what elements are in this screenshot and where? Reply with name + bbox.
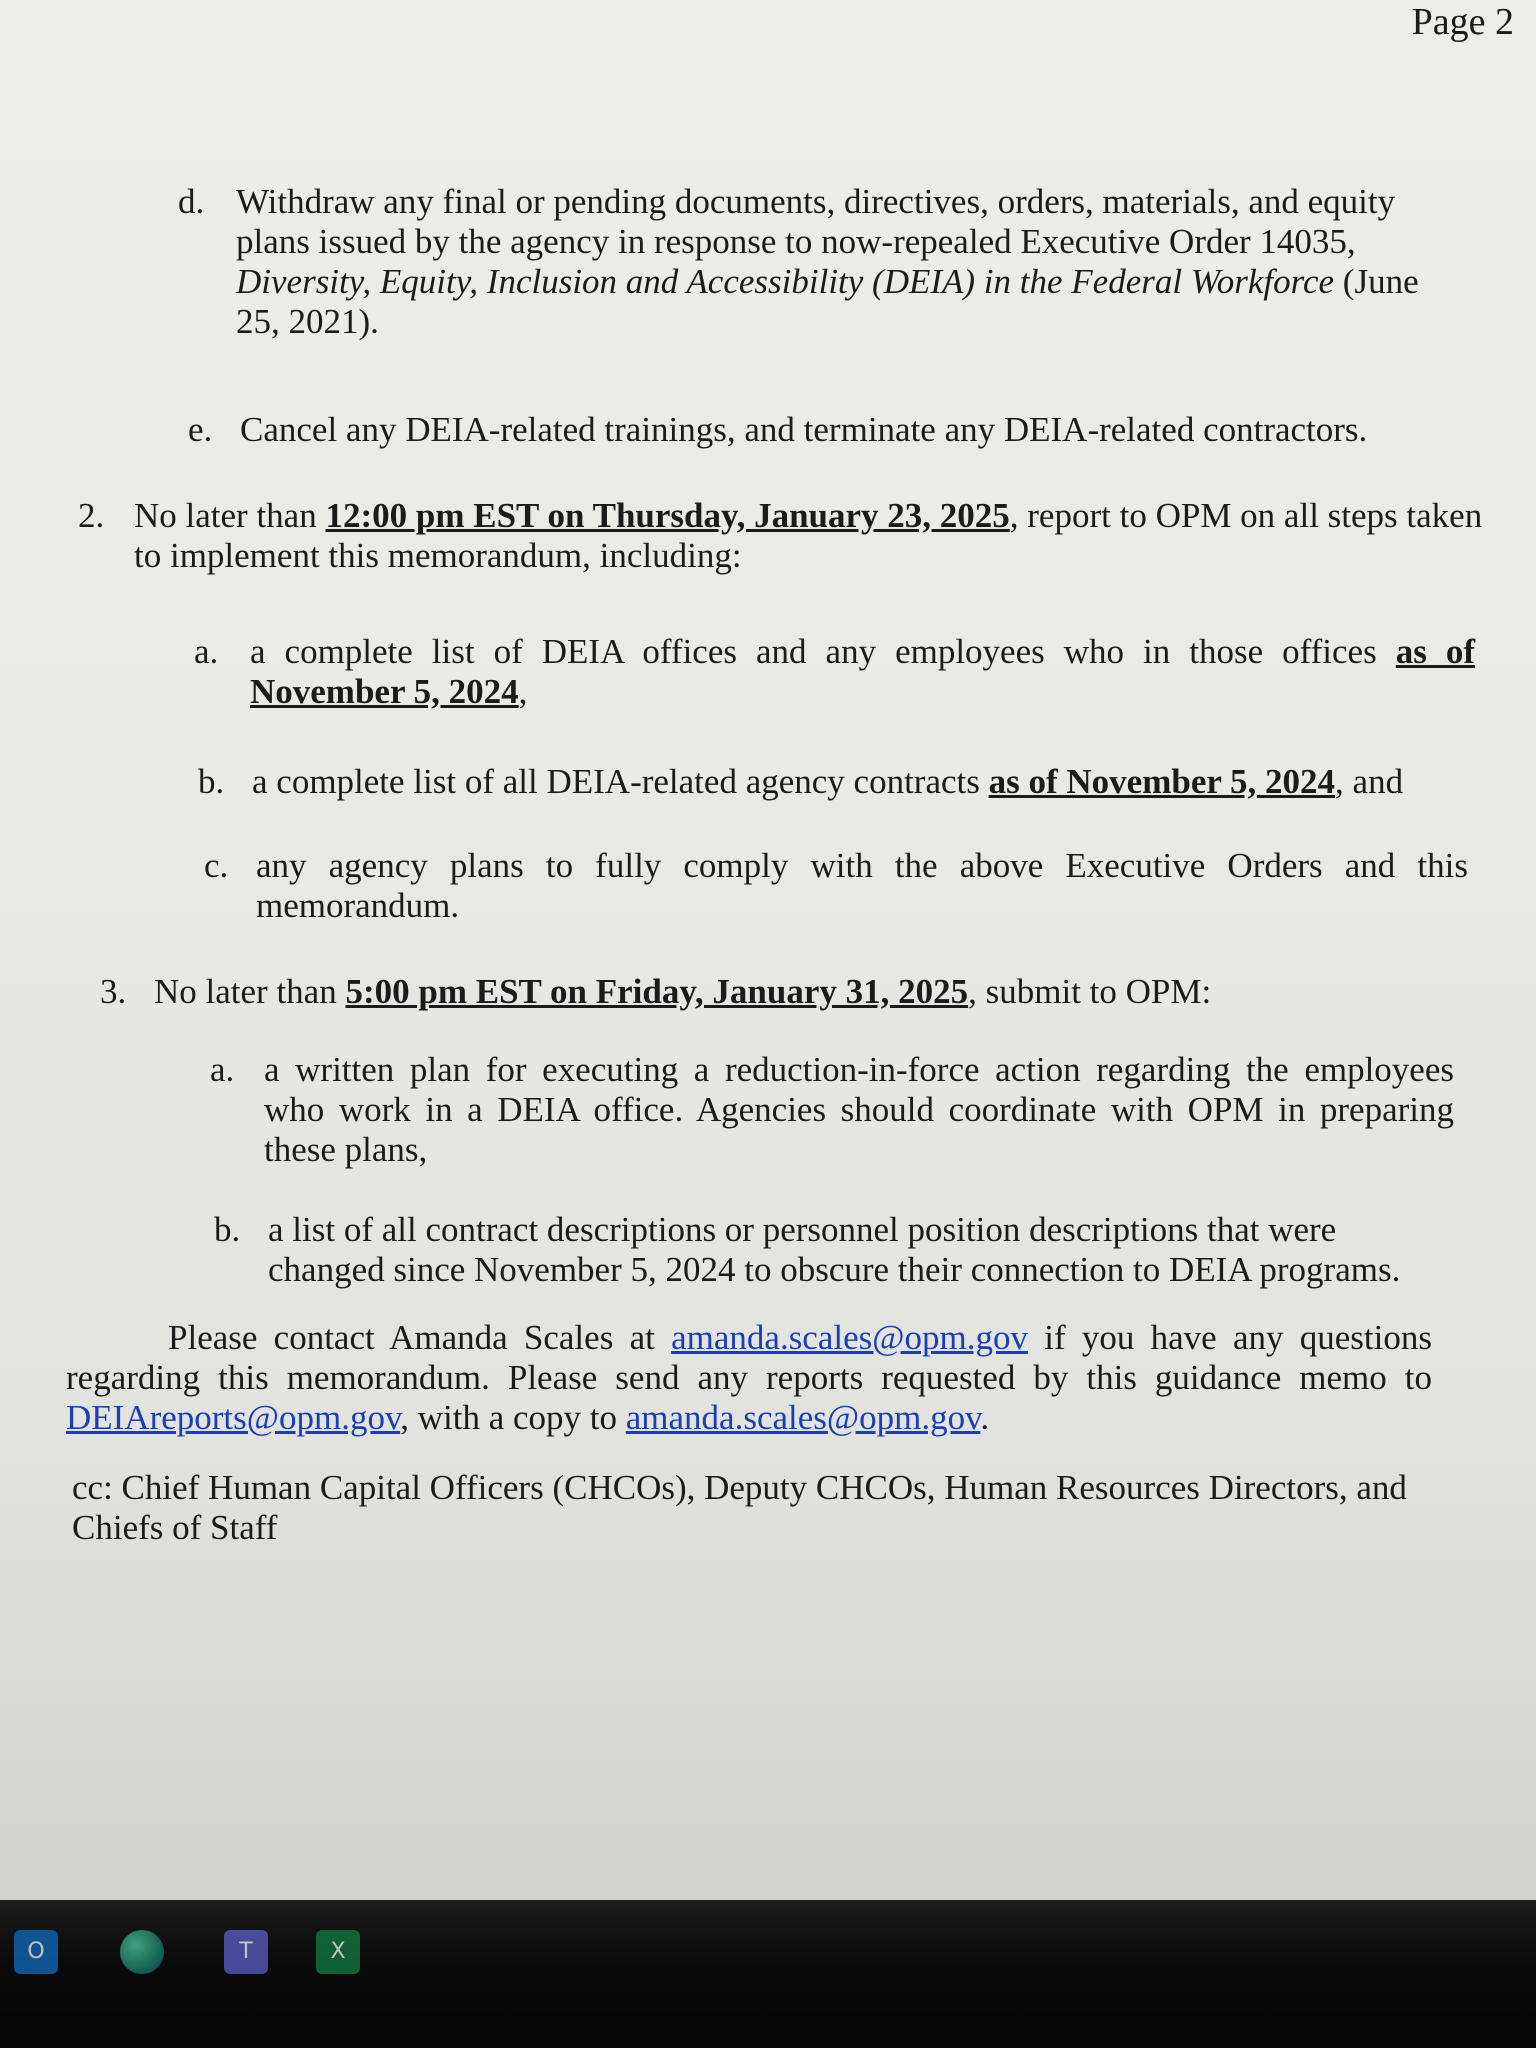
item-2b	[198, 762, 1488, 806]
contact-text-4: .	[980, 1398, 990, 1437]
item-2a-date: as of November 5, 2024	[250, 632, 1475, 711]
edge-icon[interactable]	[120, 1930, 164, 1974]
item-3-marker: 3.	[100, 972, 127, 1011]
item-2b-text-2: , and	[1335, 762, 1404, 801]
cc-line: cc: Chief Human Capital Officers (CHCOs), Deputy CHCOs, Human Resources Directors, and Chiefs of Staff	[72, 1468, 1407, 1547]
item-2b-marker: b.	[198, 762, 225, 801]
email-link-amanda-scales-copy[interactable]: amanda.scales@opm.gov	[625, 1398, 981, 1437]
excel-icon[interactable]: X	[316, 1930, 360, 1974]
item-2b-text	[252, 762, 1492, 802]
item-3-text	[154, 972, 1394, 1012]
taskbar	[0, 1900, 1536, 2048]
item-2c-marker: c.	[204, 846, 229, 885]
item-2a-text	[250, 632, 1475, 712]
item-e-text: Cancel any DEIA-related trainings, and terminate any DEIA-related contractors.	[240, 410, 1368, 449]
item-2c-text: any agency plans to fully comply with the above Executive Orders and this memorandum.	[256, 846, 1468, 925]
item-2a	[194, 632, 1484, 722]
item-d-marker: d.	[178, 182, 205, 221]
item-2-marker: 2.	[78, 496, 105, 535]
item-2	[78, 496, 1488, 586]
teams-icon[interactable]: T	[224, 1930, 268, 1974]
page-number: Page 2	[1411, 1, 1514, 43]
item-3b-text: a list of all contract descriptions or personnel position descriptions that were changed since November 5, 2024 to obscure their connection to DEIA programs.	[268, 1210, 1401, 1289]
item-3b	[214, 1210, 1484, 1300]
item-2c	[204, 846, 1474, 936]
outlook-icon[interactable]: O	[14, 1930, 58, 1974]
item-d-text-1: Withdraw any final or pending documents, directives, orders, materials, and equity plans issued by the agency in response to now-repealed Executive Order 14035,	[236, 182, 1396, 261]
contact-paragraph	[66, 1318, 1432, 1448]
item-2b-text-1: a complete list of all DEIA-related agency contracts	[252, 762, 989, 801]
item-2a-marker: a.	[194, 632, 219, 671]
email-link-deia-reports[interactable]: DEIAreports@opm.gov	[66, 1398, 401, 1437]
item-3	[100, 972, 1400, 1016]
item-2a-text-1: a complete list of DEIA offices and any employees who in those offices	[250, 632, 1396, 671]
item-3-text-1: No later than	[154, 972, 346, 1011]
item-3-deadline: 5:00 pm EST on Friday, January 31, 2025	[345, 972, 969, 1011]
contact-text-2: if you have any questions regarding this memorandum. Please send any reports requested by this guidance memo to	[66, 1318, 1432, 1397]
item-3b-marker: b.	[214, 1210, 241, 1249]
contact-text-1: Please contact Amanda Scales at	[168, 1318, 672, 1357]
item-2b-date: as of November 5, 2024	[988, 762, 1336, 801]
item-2-deadline: 12:00 pm EST on Thursday, January 23, 2025	[325, 496, 1010, 535]
item-e	[188, 410, 1478, 454]
item-3a-marker: a.	[210, 1050, 235, 1089]
item-2-text-2: , report to OPM on all steps taken to implement this memorandum, including:	[134, 496, 1483, 575]
item-d-text	[236, 182, 1446, 342]
item-d-text-2: (June 25, 2021).	[236, 262, 1419, 341]
item-2a-text-2: ,	[518, 672, 528, 711]
item-d-italic-title: Diversity, Equity, Inclusion and Accessibility (DEIA) in the Federal Workforce	[236, 262, 1335, 301]
item-2-text-1: No later than	[134, 496, 326, 535]
item-3a	[210, 1050, 1480, 1180]
item-3a-text: a written plan for executing a reduction-in-force action regarding the employees who work in a DEIA office. Agencies should coordinate with OPM in preparing these plans,	[264, 1050, 1454, 1169]
item-2-text	[134, 496, 1484, 576]
contact-text-3: , with a copy to	[400, 1398, 626, 1437]
item-d	[178, 182, 1458, 362]
item-3-text-2: , submit to OPM:	[968, 972, 1212, 1011]
email-link-amanda-scales[interactable]: amanda.scales@opm.gov	[671, 1318, 1028, 1357]
item-e-marker: e.	[188, 410, 213, 449]
